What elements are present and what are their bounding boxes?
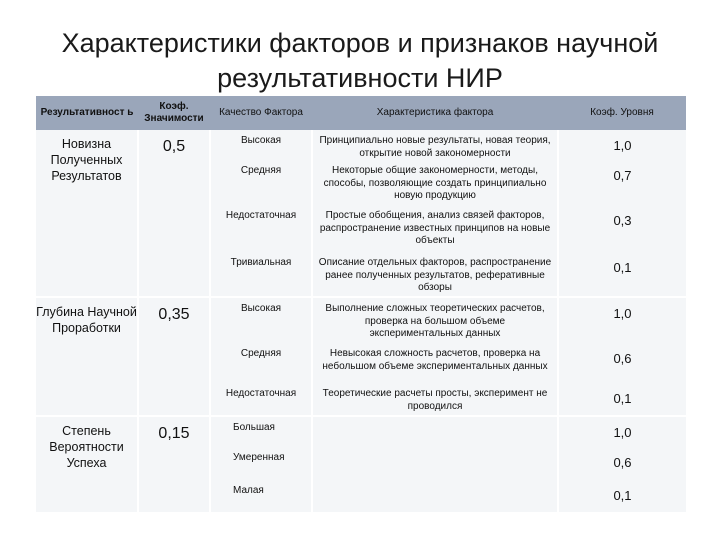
factors-table [36, 96, 686, 512]
quality-cell: Недостаточная [210, 383, 312, 416]
description-cell: Принципиально новые результаты, новая теория, открытие новой закономерности [312, 130, 558, 160]
level-cell: 0,6 [558, 343, 686, 383]
description-cell [312, 416, 558, 447]
description-cell: Невысокая сложность расчетов, проверка на небольшом объеме экспериментальных данных [312, 343, 558, 383]
quality-cell: Тривиальная [210, 252, 312, 297]
quality-cell: Высокая [210, 297, 312, 343]
header-level: Коэф. Уровня [558, 96, 686, 130]
description-cell: Выполнение сложных теоретических расчетов, проверка на большом объеме экспериментальных данных [312, 297, 558, 343]
quality-cell: Большая [210, 416, 312, 447]
level-cell: 0,1 [558, 480, 686, 512]
header-weight: Коэф. Значимости [138, 96, 210, 130]
factor-cell: Глубина Научной Проработки [36, 297, 138, 416]
header-row [36, 96, 686, 130]
header-quality: Качество Фактора [210, 96, 312, 130]
level-cell: 0,1 [558, 252, 686, 297]
factor-cell: Степень Вероятности Успеха [36, 416, 138, 512]
quality-cell: Недостаточная [210, 205, 312, 252]
level-cell: 0,6 [558, 447, 686, 480]
level-cell: 0,3 [558, 205, 686, 252]
title-line-2: результативности НИР [217, 63, 503, 93]
description-cell: Простые обобщения, анализ связей факторов, распространение известных принципов на новые объекты [312, 205, 558, 252]
description-cell [312, 447, 558, 480]
header-description: Характеристика фактора [312, 96, 558, 130]
weight-cell: 0,5 [138, 130, 210, 297]
description-cell: Некоторые общие закономерности, методы, способы, позволяющие создать принципиально новую продукцию [312, 160, 558, 205]
level-cell: 0,7 [558, 160, 686, 205]
level-cell: 1,0 [558, 416, 686, 447]
quality-cell: Средняя [210, 343, 312, 383]
weight-cell: 0,35 [138, 297, 210, 416]
title-line-1: Характеристики факторов и признаков научной [61, 28, 659, 58]
quality-cell: Малая [210, 480, 312, 512]
weight-cell: 0,15 [138, 416, 210, 512]
description-cell: Описание отдельных факторов, распространение ранее полученных результатов, реферативные обзоры [312, 252, 558, 297]
header-factor: Результативност ь [36, 96, 138, 130]
level-cell: 1,0 [558, 130, 686, 160]
description-cell [312, 480, 558, 512]
quality-cell: Умеренная [210, 447, 312, 480]
table-row [36, 130, 686, 160]
level-cell: 0,1 [558, 383, 686, 416]
table-row [36, 416, 686, 447]
slide-title [0, 26, 720, 96]
level-cell: 1,0 [558, 297, 686, 343]
description-cell: Теоретические расчеты просты, эксперимент не проводился [312, 383, 558, 416]
table-row [36, 297, 686, 343]
quality-cell: Средняя [210, 160, 312, 205]
quality-cell: Высокая [210, 130, 312, 160]
factor-cell: Новизна Полученных Результатов [36, 130, 138, 297]
